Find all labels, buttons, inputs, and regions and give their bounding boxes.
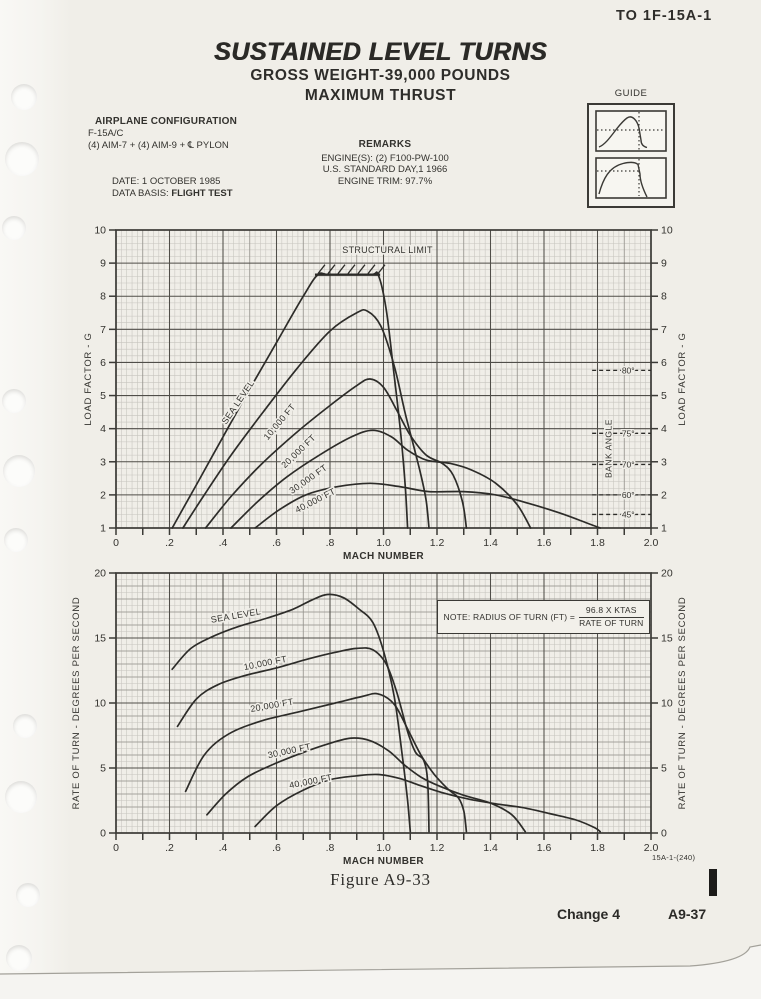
structural-limit-label: STRUCTURAL LIMIT bbox=[342, 245, 433, 256]
page-subtitle-weight: GROSS WEIGHT-39,000 POUNDS bbox=[250, 67, 511, 84]
curve-label: 40,000 FT bbox=[288, 772, 334, 791]
change-number: Change 4 bbox=[557, 906, 621, 922]
doc-reference: TO 1F-15A-1 bbox=[616, 8, 713, 24]
y-tick-label: 8 bbox=[100, 290, 106, 303]
y-tick-label: 8 bbox=[661, 290, 667, 303]
x-tick-label: 0 bbox=[113, 537, 119, 549]
change-bar bbox=[709, 869, 717, 896]
x-tick-label: 1.6 bbox=[536, 537, 552, 549]
binder-hole bbox=[3, 455, 35, 487]
y-tick-label: 0 bbox=[100, 827, 106, 840]
y-tick-label: 6 bbox=[661, 356, 667, 369]
bank-angle-mark-label: 70° bbox=[621, 459, 635, 470]
guide-label: GUIDE bbox=[614, 88, 648, 99]
page-title: SUSTAINED LEVEL TURNS bbox=[213, 38, 548, 66]
bank-angle-label: BANK ANGLE bbox=[603, 419, 614, 478]
y-tick-label: 10 bbox=[661, 224, 673, 237]
x-tick-label: .6 bbox=[272, 842, 281, 854]
y-tick-label: 5 bbox=[661, 762, 667, 775]
remarks-line: U.S. STANDARD DAY,1 1966 bbox=[322, 164, 448, 175]
configuration-line: (4) AIM-7 + (4) AIM-9 + ℄ PYLON bbox=[88, 140, 229, 151]
y-tick-label: 7 bbox=[100, 323, 106, 336]
binder-hole bbox=[16, 883, 40, 907]
curve-label: 20,000 FT bbox=[279, 432, 318, 471]
y-tick-label: 0 bbox=[661, 827, 667, 840]
bank-angle-mark-label: 45° bbox=[621, 509, 635, 520]
curve-label: SEA LEVEL bbox=[210, 606, 262, 625]
y-tick-label: 20 bbox=[94, 567, 106, 580]
x-tick-label: .4 bbox=[218, 842, 228, 854]
y-tick-label: 1 bbox=[661, 522, 667, 535]
x-tick-label: 1.4 bbox=[483, 537, 498, 549]
x-axis-label: MACH NUMBER bbox=[342, 551, 425, 562]
configuration-line: F-15A/C bbox=[88, 128, 124, 139]
note-prefix: NOTE: RADIUS OF TURN (FT) = bbox=[443, 612, 576, 622]
x-tick-label: .2 bbox=[165, 842, 174, 854]
note-numerator: 96.8 X KTAS bbox=[579, 606, 643, 618]
remarks-line: ENGINE TRIM: 97.7% bbox=[337, 175, 433, 187]
curve-label: SEA LEVEL bbox=[219, 378, 257, 426]
curve-label: 20,000 FT bbox=[249, 696, 295, 714]
x-tick-label: 1.8 bbox=[590, 537, 605, 549]
y-axis-label-left: RATE OF TURN - DEGREES PER SECOND bbox=[71, 596, 82, 810]
curve-30-000-ft bbox=[207, 738, 525, 832]
x-tick-label: 2.0 bbox=[643, 537, 659, 549]
binder-hole bbox=[5, 781, 37, 813]
y-tick-label: 5 bbox=[100, 390, 106, 403]
x-tick-label: 0 bbox=[113, 842, 119, 854]
remarks-heading: REMARKS bbox=[358, 139, 412, 150]
curve-label: 30,000 FT bbox=[266, 741, 312, 761]
y-tick-label: 3 bbox=[100, 456, 106, 469]
curve-label: 40,000 FT bbox=[293, 486, 338, 515]
page-subtitle-thrust: MAXIMUM THRUST bbox=[304, 87, 457, 104]
x-tick-label: .4 bbox=[218, 537, 228, 549]
y-tick-label: 10 bbox=[94, 697, 106, 710]
radius-of-turn-note bbox=[437, 600, 650, 634]
y-tick-label: 4 bbox=[100, 423, 106, 436]
y-tick-label: 5 bbox=[661, 390, 667, 403]
y-tick-label: 10 bbox=[661, 697, 673, 710]
date-value: 1 OCTOBER 1985 bbox=[141, 176, 221, 187]
x-tick-label: .8 bbox=[325, 842, 335, 854]
y-tick-label: 10 bbox=[94, 224, 106, 237]
y-tick-label: 7 bbox=[661, 323, 667, 336]
note-denominator: RATE OF TURN bbox=[579, 617, 644, 628]
binder-hole bbox=[2, 389, 26, 413]
y-tick-label: 9 bbox=[100, 257, 106, 270]
y-axis-label-right: LOAD FACTOR - G bbox=[677, 332, 688, 426]
data-basis-label: DATA BASIS: bbox=[112, 188, 169, 199]
x-axis-label: MACH NUMBER bbox=[342, 856, 425, 867]
page-number: A9-37 bbox=[668, 906, 707, 922]
bank-angle-mark-label: 80° bbox=[621, 365, 635, 376]
x-tick-label: 1.0 bbox=[376, 537, 391, 549]
y-tick-label: 9 bbox=[661, 257, 667, 270]
y-tick-label: 2 bbox=[100, 489, 106, 502]
curve-label: 10,000 FT bbox=[261, 401, 298, 442]
y-axis-label-left: LOAD FACTOR - G bbox=[83, 332, 94, 426]
y-axis-label-right: RATE OF TURN - DEGREES PER SECOND bbox=[677, 596, 688, 810]
y-tick-label: 2 bbox=[661, 489, 667, 502]
figure-caption: Figure A9-33 bbox=[330, 870, 431, 889]
binder-hole bbox=[13, 714, 37, 738]
x-tick-label: 1.0 bbox=[376, 842, 391, 854]
figure-reference-number: 15A-1-(240) bbox=[652, 853, 696, 862]
date-label: DATE: bbox=[112, 176, 140, 187]
y-tick-label: 5 bbox=[100, 762, 106, 775]
y-tick-label: 3 bbox=[661, 456, 667, 469]
bank-angle-mark-label: 75° bbox=[621, 428, 635, 439]
binder-hole bbox=[11, 84, 37, 110]
y-tick-label: 15 bbox=[94, 632, 106, 645]
x-tick-label: 1.2 bbox=[429, 537, 445, 549]
x-tick-label: 1.8 bbox=[590, 842, 605, 854]
binder-hole bbox=[4, 528, 28, 552]
y-tick-label: 4 bbox=[661, 423, 667, 436]
x-tick-label: .2 bbox=[165, 537, 174, 549]
x-tick-label: 1.2 bbox=[429, 842, 445, 854]
y-tick-label: 20 bbox=[661, 567, 673, 580]
configuration-heading: AIRPLANE CONFIGURATION bbox=[95, 116, 237, 127]
y-tick-label: 6 bbox=[100, 356, 106, 369]
x-tick-label: 1.4 bbox=[483, 842, 498, 854]
remarks-line: ENGINE(S): (2) F100-PW-100 bbox=[321, 152, 449, 164]
curve-label: 30,000 FT bbox=[287, 462, 329, 496]
x-tick-label: .6 bbox=[272, 537, 281, 549]
binder-hole bbox=[5, 142, 39, 176]
curve-label: 10,000 FT bbox=[242, 653, 288, 673]
y-tick-label: 1 bbox=[100, 522, 106, 535]
y-tick-label: 15 bbox=[661, 632, 673, 645]
binder-hole bbox=[2, 216, 26, 240]
note-fraction bbox=[579, 606, 643, 629]
binder-hole bbox=[6, 945, 32, 971]
data-basis-value: FLIGHT TEST bbox=[171, 188, 233, 199]
x-tick-label: 1.6 bbox=[536, 842, 552, 854]
x-tick-label: .8 bbox=[325, 537, 335, 549]
x-tick-label: 2.0 bbox=[643, 842, 659, 854]
bank-angle-mark-label: 60° bbox=[621, 489, 635, 500]
